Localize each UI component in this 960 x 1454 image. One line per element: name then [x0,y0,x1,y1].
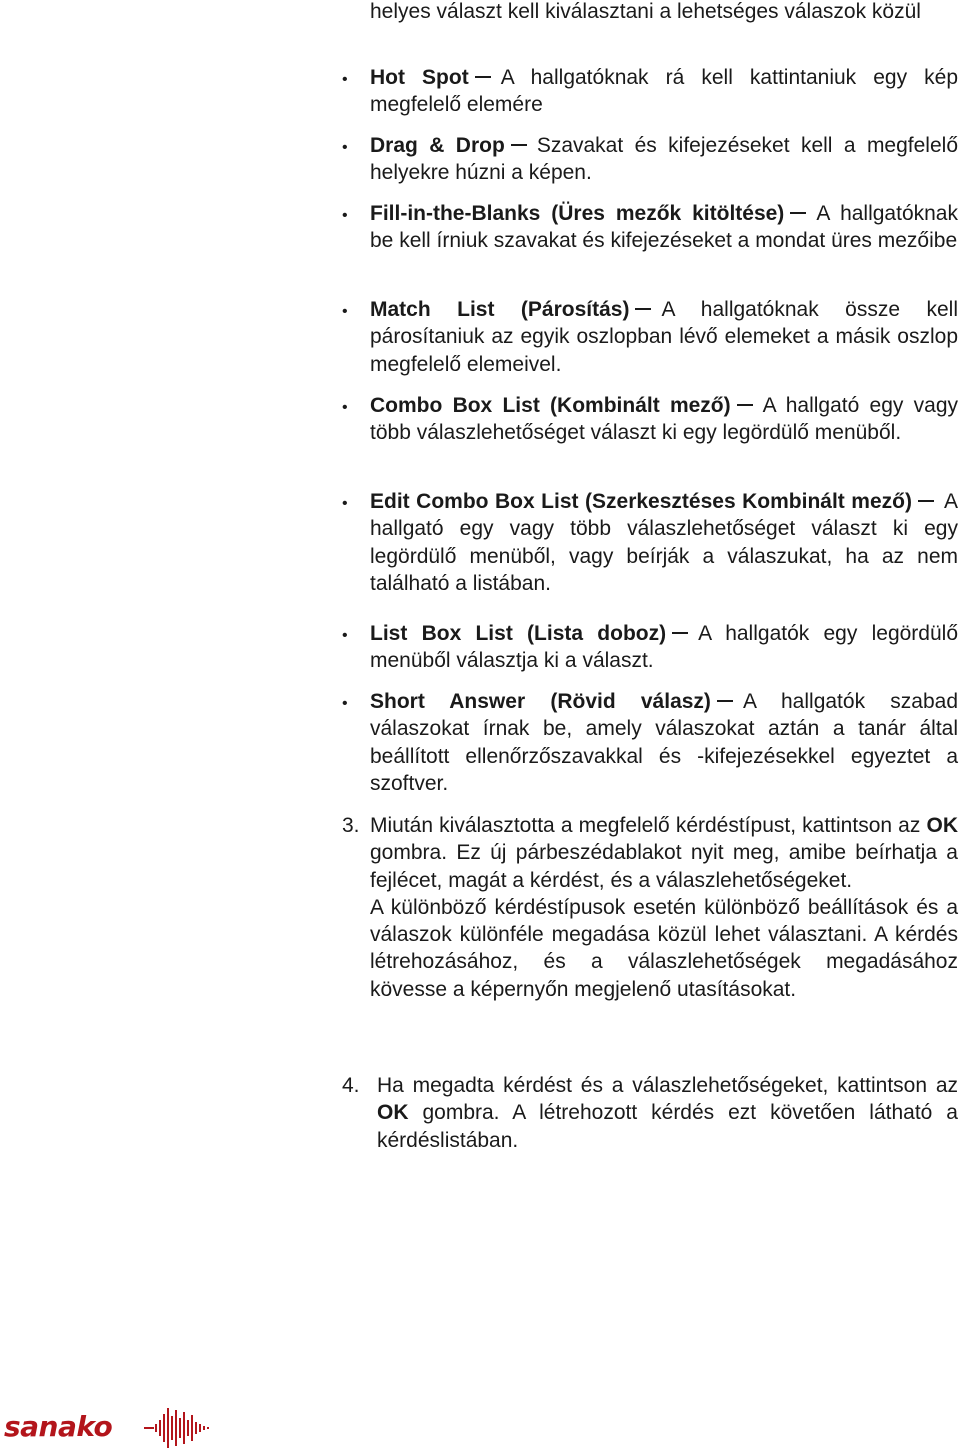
bullet-label: List Box List (Lista doboz) [370,622,667,645]
step-extra-text: A különböző kérdéstípusok esetén különböző beállítások és a válaszok különféle megadása közül lehet választani. A kérdés létrehozásához, és a válaszlehetőségek megadásához kövesse a képernyőn megjelenő utasításokat. [370,895,958,1001]
bullet-label: Drag & Drop [370,134,505,157]
dash [635,308,651,310]
step-text-cont: gombra. A létrehozott kérdés ezt követően látható a kérdéslistában. [377,1101,958,1152]
bullet-item-fill-in [370,200,958,255]
bullet-text: A hallgatók szabad válaszokat írnak be, amely válaszokat aztán a tanár által beállított ellenőrzőszavakkal és -kifejezésekkel egyeztet a szoftver. [370,690,958,795]
dash [790,212,806,214]
bullet-label: Short Answer (Rövid válasz) [370,690,711,713]
ok-keyword: OK [377,1101,409,1125]
ok-keyword: OK [926,814,958,837]
intro-text: helyes választ kell kiválasztani a lehetséges válaszok közül [370,0,921,23]
bullet-marker: • [342,399,348,416]
intro-paragraph [370,0,958,25]
bullet-label: Match List (Párosítás) [370,298,630,321]
bullet-label-translation: (Üres mezők kitöltése) [551,202,785,225]
bullet-marker: • [342,71,348,88]
step-number: 4. [342,1074,360,1097]
bullet-text: A hallgatóknak össze kell párosítaniuk az egyik oszlopban lévő elemeket a másik oszlop megfelelő elemeivel. [370,298,959,376]
bullet-text: Szavakat és kifejezéseket kell a megfelelő helyekre húzni a képen. [370,134,958,185]
step-4 [377,1072,958,1154]
bullet-item-edit-combo-box [370,488,958,597]
bullet-marker: • [342,303,348,320]
step-text-cont: gombra. Ez új párbeszédablakot nyit meg, amibe beírhatja a fejlécet, magát a kérdést, és a válaszlehetőségeket. [370,841,958,892]
bullet-marker: • [342,495,348,512]
bullet-marker: • [342,207,348,224]
sound-wave-icon [144,1406,220,1450]
bullet-text: A hallgatóknak be kell írniuk szavakat és kifejezéseket a mondat üres mezőibe [370,202,958,253]
bullet-marker: • [342,139,348,156]
bullet-item-short-answer [370,688,958,797]
dash [511,144,527,146]
dash [918,500,934,502]
bullet-text: A hallgató egy vagy több válaszlehetőséget választ ki egy legördülő menüből. [370,394,958,445]
step-3 [370,812,958,1003]
step-text: Ha megadta kérdést és a válaszlehetőségeket, kattintson az [377,1074,958,1097]
dash [672,632,688,634]
bullet-item-hot-spot [370,64,958,119]
bullet-text: A hallgatóknak rá kell kattintaniuk egy kép megfelelő elemére [370,66,959,117]
bullet-item-drag-drop [370,132,958,187]
bullet-item-match-list [370,296,958,378]
dash [717,700,733,702]
step-number: 3. [342,814,360,837]
bullet-marker: • [342,695,348,712]
bullet-label: Hot Spot [370,66,469,89]
bullet-label: Edit Combo Box List (Szerkesztéses Kombinált mező) [370,490,912,513]
bullet-item-list-box [370,620,958,675]
bullet-text: A hallgató egy vagy több válaszlehetőséget választ ki egy legördülő menüből, vagy beírják a válaszukat, ha az nem található a listában. [370,490,958,595]
bullet-item-combo-box [370,392,958,447]
bullet-label: Combo Box List (Kombinált mező) [370,394,731,417]
logo-wordmark: sanako [4,1410,113,1443]
bullet-marker: • [342,627,348,644]
bullet-label: Fill-in-the-Blanks [370,202,541,225]
bullet-text: A hallgatók egy legördülő menüből választja ki a választ. [370,622,958,673]
dash [737,404,753,406]
dash [475,76,491,78]
step-text: Miután kiválasztotta a megfelelő kérdéstípust, kattintson az [370,814,921,837]
